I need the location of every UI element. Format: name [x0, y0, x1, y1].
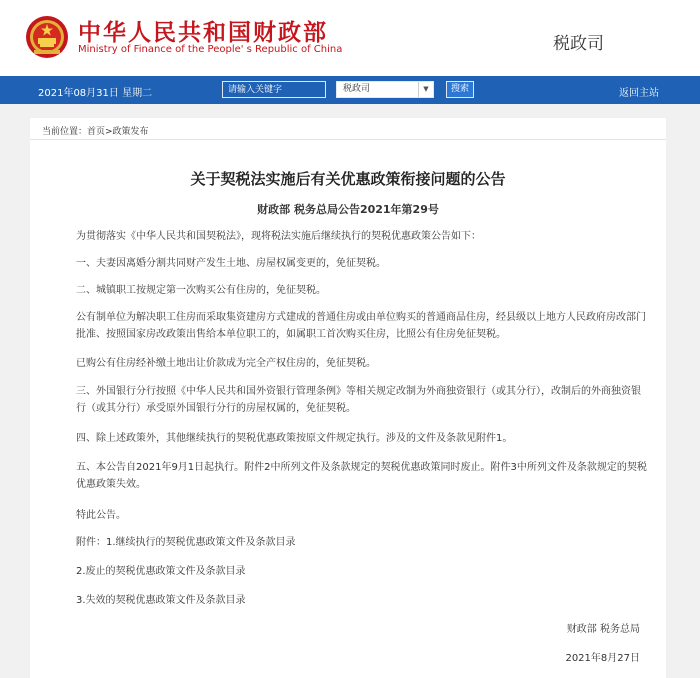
article-paragraph: 一、夫妻因离婚分割共同财产发生土地、房屋权属变更的，免征契税。 [76, 258, 386, 269]
article-paragraph: 已购公有住房经补缴土地出让价款成为完全产权住房的，免征契税。 [76, 358, 376, 369]
chevron-down-icon[interactable]: ▼ [418, 82, 433, 97]
article-panel [30, 118, 666, 678]
article-paragraph: 特此公告。 [76, 510, 126, 521]
attachment-link-2[interactable]: 2.废止的契税优惠政策文件及条款目录 [76, 566, 246, 577]
signature: 财政部 税务总局 [566, 624, 640, 635]
divider [30, 139, 666, 140]
department-name: 税政司 [553, 34, 604, 54]
site-logo-title[interactable]: 中华人民共和国财政部 [78, 20, 328, 46]
breadcrumb[interactable]: 当前位置：首页>政策发布 [42, 127, 149, 137]
national-emblem-icon [25, 12, 69, 62]
return-home-link[interactable]: 返回主站 [619, 88, 659, 99]
article-paragraph: 五、本公告自2021年9月1日起执行。附件2中所列文件及条款规定的契税优惠政策同时废止。附件3中所列文件及条款规定的契税优惠政策失效。 [76, 462, 647, 490]
signature-date: 2021年8月27日 [565, 653, 640, 664]
article-paragraph: 四、除上述政策外，其他继续执行的契税优惠政策按原文件规定执行。涉及的文件及条款见附件1。 [76, 433, 513, 444]
site-logo-subtitle: Ministry of Finance of the People' s Republic of China [78, 44, 343, 55]
scope-select[interactable] [336, 81, 434, 98]
attachment-link-1[interactable]: 附件：1.继续执行的契税优惠政策文件及条款目录 [76, 537, 296, 548]
search-button[interactable]: 搜索 [446, 81, 474, 98]
scope-select-value: 税政司 [343, 84, 371, 94]
top-navbar [0, 76, 700, 104]
article-title: 关于契税法实施后有关优惠政策衔接问题的公告 [190, 170, 506, 188]
article-paragraph: 公有制单位为解决职工住房而采取集资建房方式建成的普通住房或由单位购买的普通商品住房，经县级以上地方人民政府房改部门批准、按照国家房改政策出售给本单位职工的，如属职工首次购买住房，比照公有住房免征契税。 [76, 312, 646, 340]
article-paragraph: 三、外国银行分行按照《中华人民共和国外资银行管理条例》等相关规定改制为外商独资银行（或其分行），改制后的外商独资银行（或其分行）承受原外国银行分行的房屋权属的，免征契税。 [76, 386, 641, 414]
attachment-link-3[interactable]: 3.失效的契税优惠政策文件及条款目录 [76, 595, 246, 606]
search-input[interactable] [222, 81, 326, 98]
article-paragraph: 为贯彻落实《中华人民共和国契税法》，现将税法实施后继续执行的契税优惠政策公告如下： [76, 231, 481, 242]
article-doc-number: 财政部 税务总局公告2021年第29号 [257, 203, 439, 216]
article-paragraph: 二、城镇职工按规定第一次购买公有住房的，免征契税。 [76, 285, 326, 296]
current-date: 2021年08月31日 星期二 [38, 88, 153, 99]
site-header [0, 0, 700, 76]
